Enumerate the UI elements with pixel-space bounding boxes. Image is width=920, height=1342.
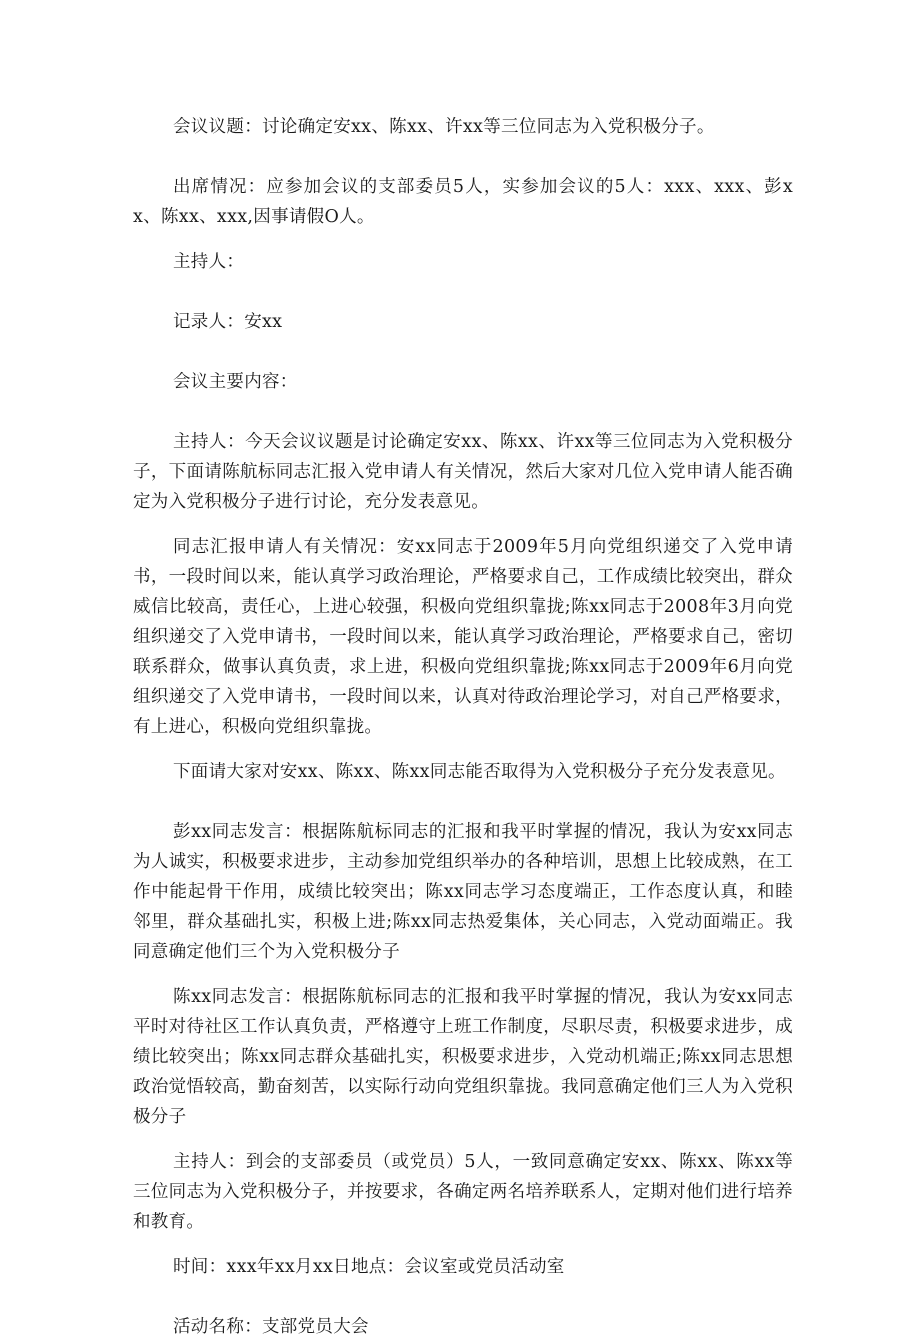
host-conclusion: 主持人：到会的支部委员（或党员）5人，一致同意确定安xx、陈xx、陈xx等三位同志为入党积极分子，并按要求，各确定两名培养联系人，定期对他们进行培养和教育。 [133,1152,793,1232]
host-opening-remarks: 主持人：今天会议议题是讨论确定安xx、陈xx、许xx等三位同志为入党积极分子，下面请陈航标同志汇报入党申请人有关情况，然后大家对几位入党申请人能否确定为入党积极分子进行讨论，充分发表意见。 [133,432,793,512]
meeting-topic: 会议议题：讨论确定安xx、陈xx、许xx等三位同志为入党积极分子。 [173,117,715,137]
call-for-opinions: 下面请大家对安xx、陈xx、陈xx同志能否取得为入党积极分子充分发表意见。 [173,762,786,782]
applicant-report: 同志汇报申请人有关情况：安xx同志于2009年5月向党组织递交了入党申请书，一段时间以来，能认真学习政治理论，严格要求自己，工作成绩比较突出，群众威信比较高，责任心，上进心较强，积极向党组织靠拢;陈xx同志于2008年3月向党组织递交了入党申请书，一段时间以来，能认真学习政治理论，严格要求自己，密切联系群众，做事认真负责，求上进，积极向党组织靠拢;陈xx同志于2009年6月向党组织递交了入党申请书，一段时间以来，认真对待政治理论学习，对自己严格要求，有上进心，积极向党组织靠拢。 [133,537,793,737]
recorder-info: 记录人：安xx [173,312,283,332]
host-label: 主持人： [173,252,245,272]
meeting-minutes-body [133,112,793,1342]
speech-peng: 彭xx同志发言：根据陈航标同志的汇报和我平时掌握的情况，我认为安xx同志为人诚实，积极要求进步，主动参加党组织举办的各种培训，思想上比较成熟，在工作中能起骨干作用，成绩比较突出；陈xx同志学习态度端正，工作态度认真，和睦邻里，群众基础扎实，积极上进;陈xx同志热爱集体，关心同志，入党动面端正。我同意确定他们三个为入党积极分子 [133,822,793,962]
speech-chen: 陈xx同志发言：根据陈航标同志的汇报和我平时掌握的情况，我认为安xx同志平时对待社区工作认真负责，严格遵守上班工作制度，尽职尽责，积极要求进步，成绩比较突出；陈xx同志群众基础扎实，积极要求进步，入党动机端正;陈xx同志思想政治觉悟较高，勤奋刻苦，以实际行动向党组织靠拢。我同意确定他们三人为入党积极分子 [133,987,793,1127]
attendance-info: 出席情况：应参加会议的支部委员5人，实参加会议的5人：xxx、xxx、彭xx、陈xx、xxx,因事请假O人。 [133,177,793,227]
main-content-heading: 会议主要内容： [173,372,298,392]
time-and-place: 时间：xxx年xx月xx日地点：会议室或党员活动室 [173,1257,565,1277]
activity-name: 活动名称：支部党员大会 [173,1317,369,1337]
